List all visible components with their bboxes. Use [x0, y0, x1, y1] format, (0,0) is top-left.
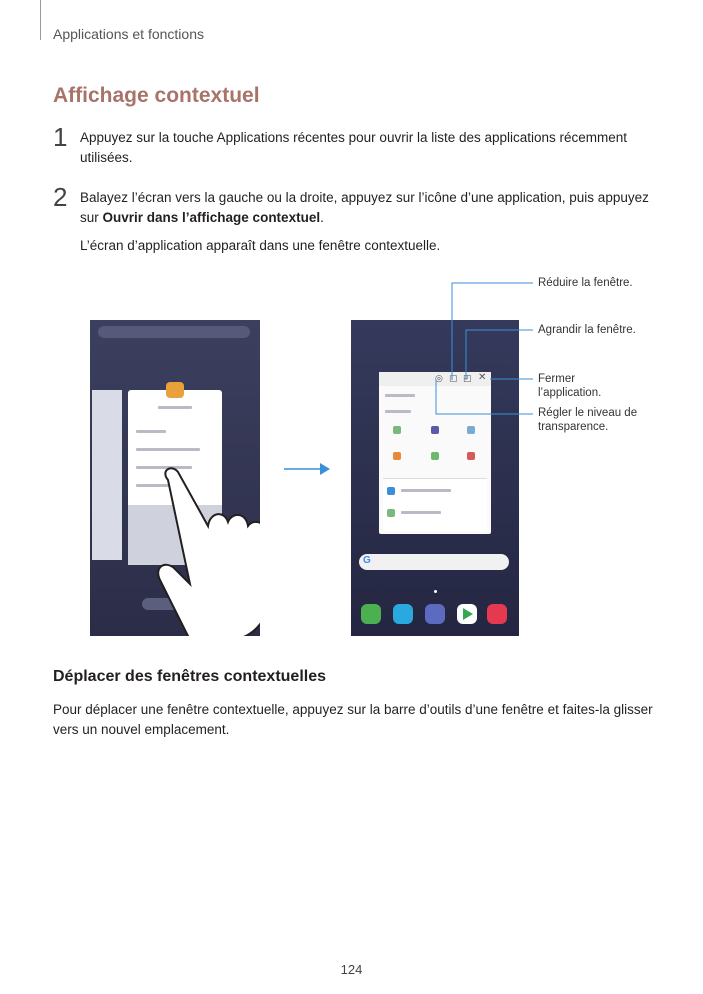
section-paragraph: Pour déplacer une fenêtre contextuelle, appuyez sur la barre d’outils d’une fenêtre et faites-la glisser vers un nouvel emplacement.: [53, 702, 653, 737]
step-2-number: 2: [53, 182, 68, 212]
step-2-result: L’écran d’application apparaît dans une fenêtre contextuelle.: [80, 238, 441, 253]
step-1-number: 1: [53, 122, 68, 152]
close-icon: ✕: [478, 372, 487, 383]
step-1-text: Appuyez sur la touche Applications récentes pour ouvrir la liste des applications récemment utilisées.: [80, 130, 628, 165]
step-2-text-post: .: [320, 210, 324, 225]
callout-maximize: Agrandir la fenêtre.: [538, 324, 636, 336]
section-subtitle: Déplacer des fenêtres contextuelles: [53, 668, 327, 685]
callout-transparency: Régler le niveau de transparence.: [538, 407, 638, 433]
section-header: Applications et fonctions: [53, 26, 204, 42]
transparency-icon: ◎: [435, 373, 443, 383]
page-number: 124: [340, 962, 363, 977]
callout-close: Fermer l’application.: [538, 373, 602, 399]
page-title: Affichage contextuel: [53, 84, 260, 107]
google-icon: G: [363, 555, 371, 566]
callout-minimize: Réduire la fenêtre.: [538, 277, 633, 289]
step-2-text-pre: Balayez l’écran vers la gauche ou la droite, appuyez sur l’icône d’une application, puis appuyez sur: [80, 190, 649, 225]
step-2-option-name: Ouvrir dans l’affichage contextuel: [102, 210, 321, 225]
maximize-icon: ◰: [463, 373, 472, 383]
minimize-icon: ▢: [449, 373, 458, 383]
